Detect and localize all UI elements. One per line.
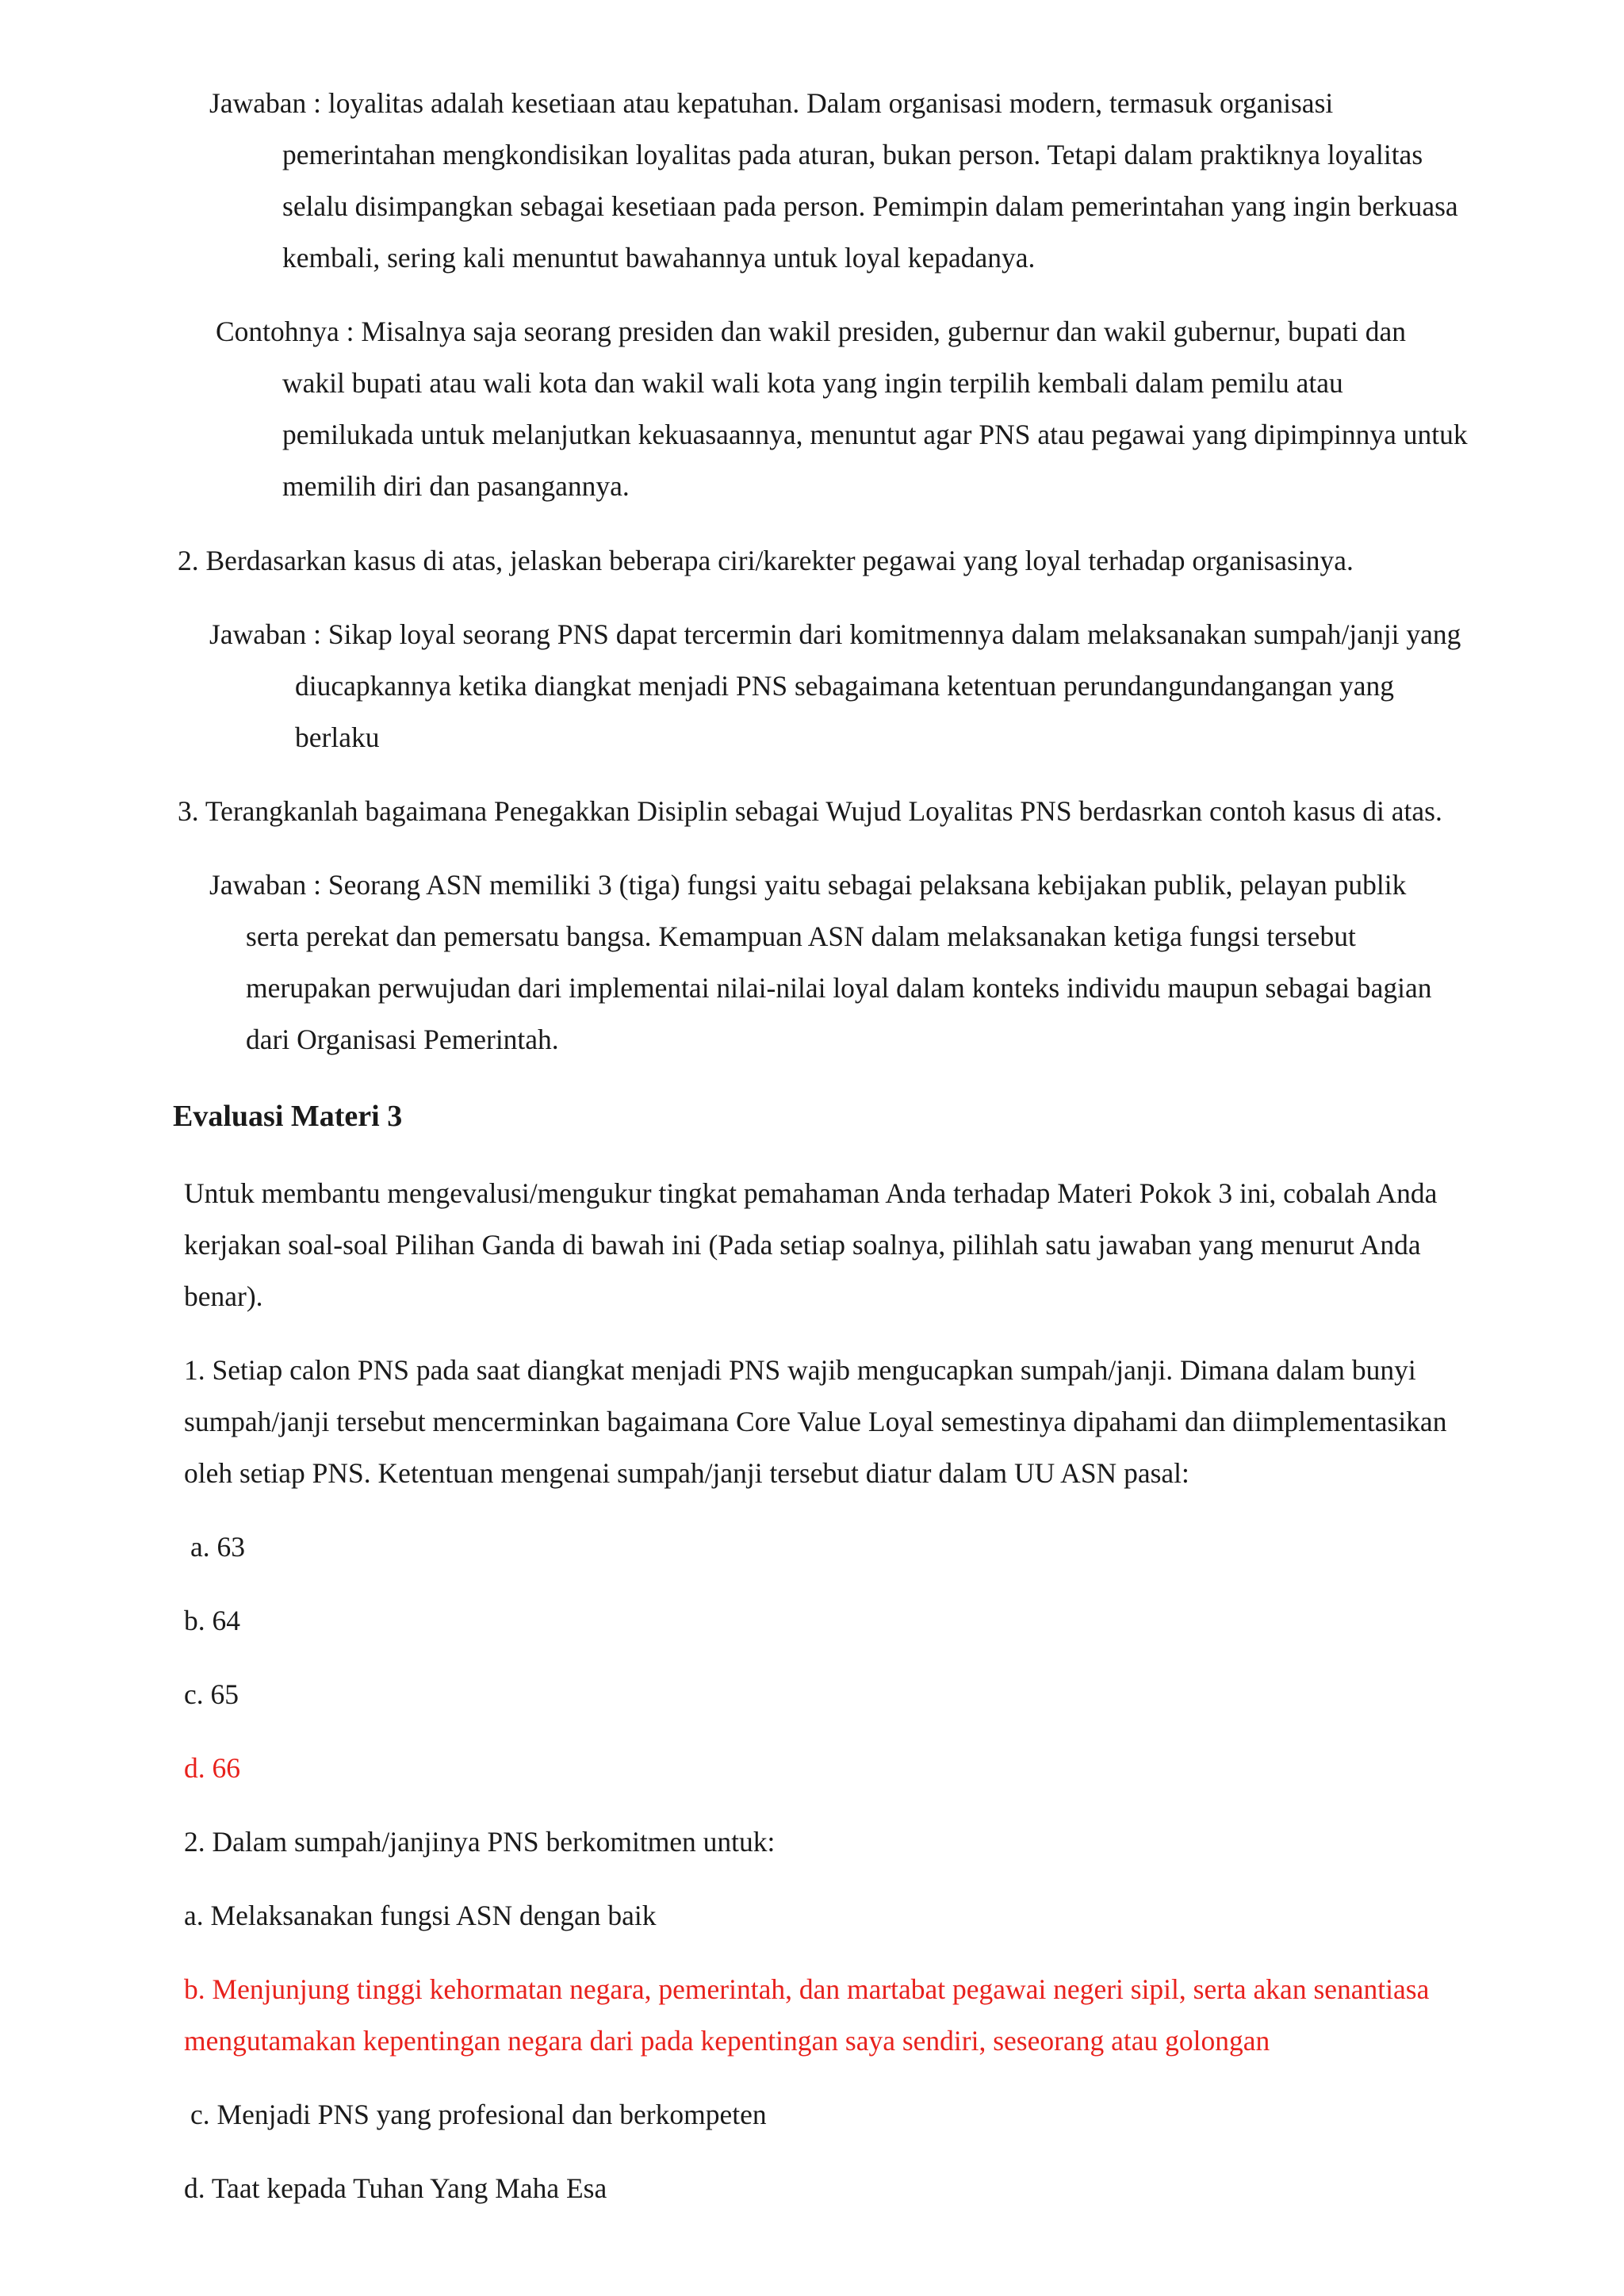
q1-example-line-4: memilih diri dan pasangannya. (282, 470, 630, 502)
q2-option-c: c. Menjadi PNS yang profesional dan berkompeten (190, 2099, 767, 2130)
mc-question-1-line-2: sumpah/janji tersebut mencerminkan bagaimana Core Value Loyal semestinya dipahami dan diimplementasikan (184, 1406, 1447, 1437)
q2-option-b-correct-line-2: mengutamakan kepentingan negara dari pada kepentingan saya sendiri, seseorang atau golongan (184, 2025, 1270, 2057)
q2-option-b-correct-line-1: b. Menjunjung tinggi kehormatan negara, pemerintah, dan martabat pegawai negeri sipil, serta akan senantiasa (184, 1973, 1430, 2005)
mc-question-1-line-1: 1. Setiap calon PNS pada saat diangkat menjadi PNS wajib mengucapkan sumpah/janji. Dimana dalam bunyi (184, 1354, 1416, 1386)
q1-example-line-1: Contohnya : Misalnya saja seorang presiden dan wakil presiden, gubernur dan wakil gubernur, bupati dan (216, 316, 1407, 347)
q2-answer-line-1: Jawaban : Sikap loyal seorang PNS dapat tercermin dari komitmennya dalam melaksanakan sumpah/janji yang (209, 618, 1461, 650)
section-heading: Evaluasi Materi 3 (173, 1100, 403, 1133)
q3-answer-line-4: dari Organisasi Pemerintah. (246, 1024, 559, 1055)
q1-answer-line-4: kembali, sering kali menuntut bawahannya untuk loyal kepadanya. (282, 242, 1036, 274)
intro-line-3: benar). (184, 1280, 263, 1312)
question-3-essay: 3. Terangkanlah bagaimana Penegakkan Disiplin sebagai Wujud Loyalitas PNS berdasrkan contoh kasus di atas. (178, 795, 1442, 827)
q1-option-b: b. 64 (184, 1605, 240, 1636)
intro-line-1: Untuk membantu mengevalusi/mengukur tingkat pemahaman Anda terhadap Materi Pokok 3 ini, cobalah Anda (184, 1177, 1438, 1209)
q2-option-d: d. Taat kepada Tuhan Yang Maha Esa (184, 2172, 607, 2204)
q1-answer-line-2: pemerintahan mengkondisikan loyalitas pada aturan, bukan person. Tetapi dalam praktiknya loyalitas (282, 139, 1423, 170)
q2-answer-line-3: berlaku (295, 721, 380, 753)
q1-example-line-3: pemilukada untuk melanjutkan kekuasaannya, menuntut agar PNS atau pegawai yang dipimpinnya untuk (282, 419, 1468, 450)
intro-line-2: kerjakan soal-soal Pilihan Ganda di bawah ini (Pada setiap soalnya, pilihlah satu jawaban yang menurut Anda (184, 1229, 1421, 1261)
q3-answer-line-3: merupakan perwujudan dari implementai nilai-nilai loyal dalam konteks individu maupun sebagai bagian (246, 972, 1432, 1004)
mc-question-2: 2. Dalam sumpah/janjinya PNS berkomitmen untuk: (184, 1826, 776, 1858)
mc-question-1-line-3: oleh setiap PNS. Ketentuan mengenai sumpah/janji tersebut diatur dalam UU ASN pasal: (184, 1457, 1189, 1489)
q3-answer-line-2: serta perekat dan pemersatu bangsa. Kemampuan ASN dalam melaksanakan ketiga fungsi tersebut (246, 920, 1356, 952)
q1-answer-line-3: selalu disimpangkan sebagai kesetiaan pada person. Pemimpin dalam pemerintahan yang ingin berkuasa (282, 190, 1458, 222)
q2-answer-line-2: diucapkannya ketika diangkat menjadi PNS sebagaimana ketentuan perundangundangangan yang (295, 670, 1395, 702)
q1-example-line-2: wakil bupati atau wali kota dan wakil wali kota yang ingin terpilih kembali dalam pemilu atau (282, 367, 1343, 399)
q2-option-a: a. Melaksanakan fungsi ASN dengan baik (184, 1900, 657, 1931)
q1-option-d-correct: d. 66 (184, 1752, 240, 1784)
q1-answer-line-1: Jawaban : loyalitas adalah kesetiaan atau kepatuhan. Dalam organisasi modern, termasuk organisasi (209, 87, 1334, 119)
q1-option-a: a. 63 (190, 1531, 246, 1563)
q3-answer-line-1: Jawaban : Seorang ASN memiliki 3 (tiga) fungsi yaitu sebagai pelaksana kebijakan publik, pelayan publik (209, 869, 1407, 901)
question-2-essay: 2. Berdasarkan kasus di atas, jelaskan beberapa ciri/karekter pegawai yang loyal terhadap organisasinya. (178, 545, 1354, 576)
q1-option-c: c. 65 (184, 1678, 239, 1710)
